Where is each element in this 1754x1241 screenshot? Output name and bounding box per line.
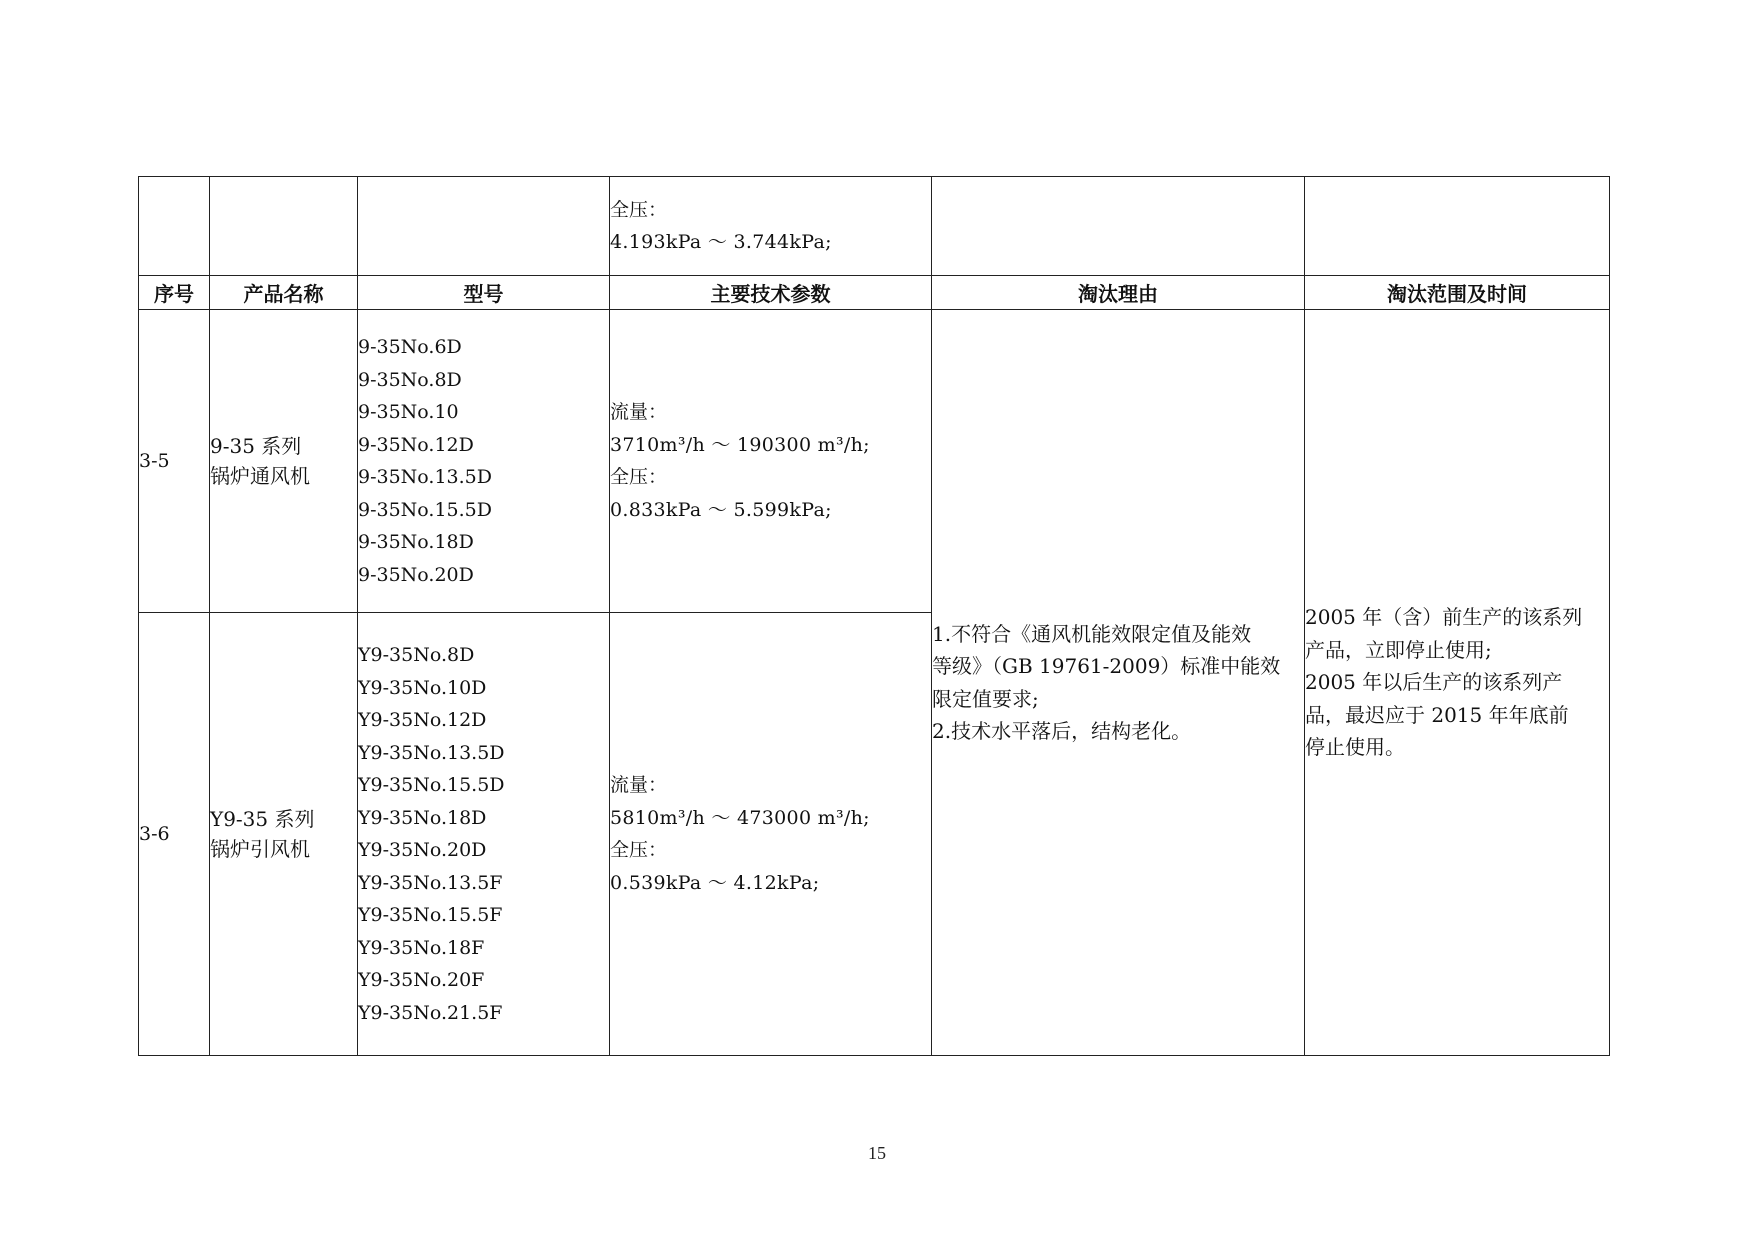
flow-label: 流量： [610, 774, 668, 796]
model-item: 9-35No.10 [358, 401, 459, 423]
header-params: 主要技术参数 [610, 276, 932, 310]
model-item: 9-35No.8D [358, 368, 462, 391]
model-item: Y9-35No.15.5D [358, 774, 505, 796]
header-scope: 淘汰范围及时间 [1305, 276, 1610, 310]
scope-line: 2005 年（含）前生产的该系列 [1305, 605, 1583, 630]
scope-line: 停止使用。 [1305, 735, 1405, 760]
continuation-model-cell [358, 177, 610, 276]
model-list-cell [358, 613, 610, 1056]
product-name-line2: 锅炉通风机 [210, 464, 310, 488]
reason-line: 1.不符合《通风机能效限定值及能效 [932, 621, 1252, 646]
header-row [139, 276, 1610, 310]
scope-line: 2005 年以后生产的该系列产 [1305, 670, 1563, 695]
seq-cell: 3-6 [139, 613, 210, 1056]
model-item: Y9-35No.15.5F [358, 904, 503, 926]
reason-line: 2.技术水平落后，结构老化。 [932, 719, 1192, 743]
model-list-cell [358, 310, 610, 613]
params-cell [610, 310, 932, 613]
product-name-cell [210, 310, 358, 613]
product-name-line1: 9-35 系列 [210, 434, 302, 458]
pressure-label: 全压： [610, 839, 668, 861]
header-name: 产品名称 [210, 276, 358, 310]
scope-line: 产品，立即停止使用; [1305, 637, 1492, 662]
continuation-params-cell [610, 177, 932, 276]
reason-line: 限定值要求; [932, 686, 1039, 711]
pressure-label: 全压： [610, 466, 668, 488]
model-item: Y9-35No.10D [358, 676, 487, 699]
reason-cell [932, 310, 1305, 1056]
model-item: 9-35No.20D [358, 563, 474, 586]
continuation-reason-cell [932, 177, 1305, 276]
scope-cell [1305, 310, 1610, 1056]
reason-line: 等级》（GB 19761-2009）标准中能效 [932, 654, 1281, 678]
elimination-table [138, 176, 1610, 1056]
model-item: Y9-35No.21.5F [358, 1001, 503, 1024]
pressure-value: 0.539kPa ～ 4.12kPa; [610, 871, 820, 894]
header-reason: 淘汰理由 [932, 276, 1305, 310]
continuation-row [139, 177, 1610, 276]
seq-cell: 3-5 [139, 310, 210, 613]
model-item: Y9-35No.20F [358, 969, 485, 991]
header-seq: 序号 [139, 276, 210, 310]
scope-line: 品，最迟应于 2015 年年底前 [1305, 702, 1569, 727]
continuation-scope-cell [1305, 177, 1610, 276]
model-item: Y9-35No.18D [358, 806, 487, 829]
model-item: Y9-35No.12D [358, 709, 487, 731]
model-item: Y9-35No.18F [358, 936, 485, 959]
product-name-line2: 锅炉引风机 [210, 837, 310, 861]
continuation-pressure-value: 4.193kPa ～ 3.744kPa; [610, 231, 832, 253]
product-name-line1: Y9-35 系列 [210, 807, 315, 831]
model-item: 9-35No.13.5D [358, 466, 492, 488]
table-row [139, 310, 1610, 613]
model-item: Y9-35No.13.5F [358, 871, 503, 894]
pressure-value: 0.833kPa ～ 5.599kPa; [610, 498, 832, 521]
model-item: 9-35No.15.5D [358, 498, 492, 521]
model-item: 9-35No.12D [358, 433, 474, 456]
product-name-cell [210, 613, 358, 1056]
continuation-seq-cell [139, 177, 210, 276]
model-item: Y9-35No.13.5D [358, 741, 505, 764]
page-number: 15 [868, 1143, 886, 1163]
flow-value: 3710m³/h ～ 190300 m³/h; [610, 433, 870, 456]
model-item: 9-35No.6D [358, 336, 462, 358]
model-item: Y9-35No.20D [358, 839, 487, 861]
model-item: Y9-35No.8D [358, 644, 475, 666]
model-item: 9-35No.18D [358, 531, 474, 553]
flow-value: 5810m³/h ～ 473000 m³/h; [610, 806, 870, 829]
header-model: 型号 [358, 276, 610, 310]
continuation-name-cell [210, 177, 358, 276]
flow-label: 流量： [610, 401, 668, 423]
params-cell [610, 613, 932, 1056]
continuation-pressure-label: 全压： [610, 198, 668, 221]
